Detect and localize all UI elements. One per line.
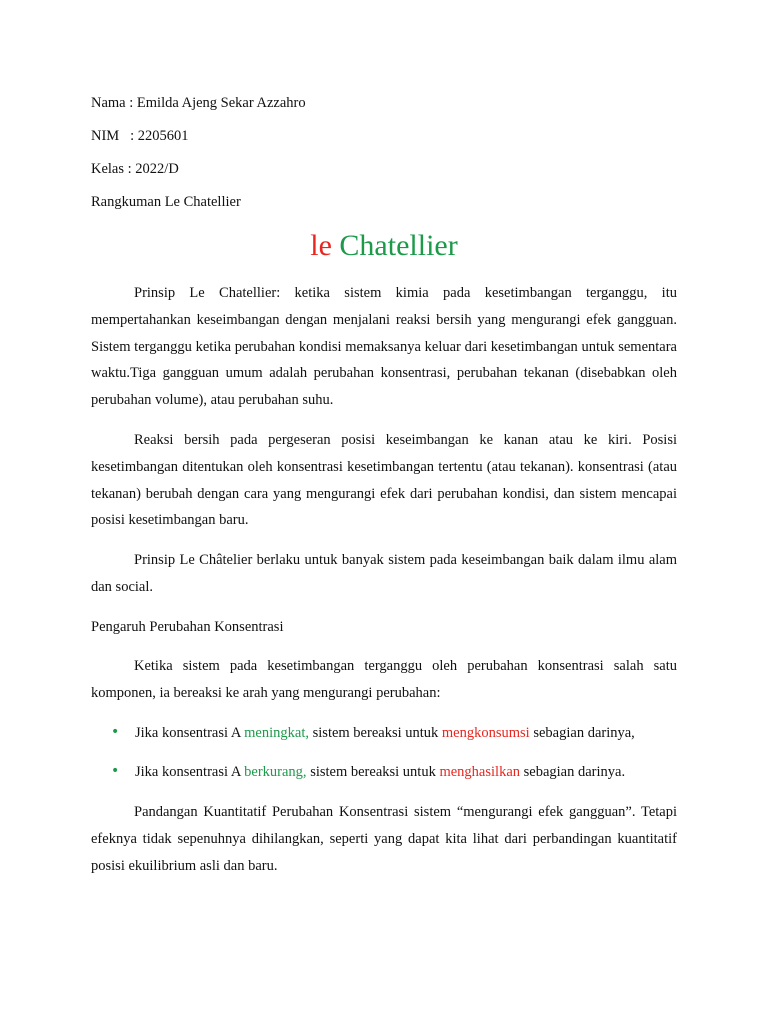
paragraph-net-reaction: Reaksi bersih pada pergeseran posisi keseimbangan ke kanan atau ke kiri. Posisi kesetimbangan ditentukan oleh konsentrasi kesetimbangan tertentu (atau tekanan). konsentrasi (atau tekanan) berubah dengan cara yang mengurangi efek dari perubahan kondisi, dan sistem mencapai posisi kesetimbangan baru.: [91, 432, 677, 529]
highlight-consume: mengkonsumsi: [441, 725, 530, 741]
paragraph-quantitative-view: Pandangan Kuantitatif Perubahan Konsentrasi sistem “mengurangi efek gangguan”. Tetapi efeknya tidak sepenuhnya dihilangkan, seperti yang dapat kita lihat dari perbandingan kuantitatif posisi ekuilibrium asli dan baru.: [91, 804, 677, 874]
student-name: Nama : Emilda Ajeng Sekar Azzahro: [91, 95, 306, 111]
paragraph-applicability: Prinsip Le Châtelier berlaku untuk banyak sistem pada keseimbangan baik dalam ilmu alam dan social.: [91, 552, 677, 595]
section-heading-concentration: Pengaruh Perubahan Konsentrasi: [91, 619, 284, 635]
highlight-decrease: berkurang,: [244, 764, 307, 780]
highlight-produce: menghasilkan: [439, 764, 521, 780]
document-page: [91, 0, 677, 1024]
document-subject: Rangkuman Le Chatellier: [91, 194, 241, 210]
title-part-le: le: [310, 229, 332, 262]
list-item-text: Jika konsentrasi A berkurang, sistem bereaksi untuk menghasilkan sebagian darinya.: [135, 764, 626, 780]
student-nim: NIM : 2205601: [91, 128, 189, 144]
title-part-chatellier: Chatellier: [339, 229, 458, 262]
highlight-increase: meningkat,: [244, 725, 309, 741]
student-class: Kelas : 2022/D: [91, 161, 179, 177]
paragraph-principle: Prinsip Le Chatellier: ketika sistem kimia pada kesetimbangan terganggu, itu mempertahankan keseimbangan dengan menjalani reaksi bersih yang mengurangi efek gangguan. Sistem terganggu ketika perubahan kondisi memaksanya keluar dari kesetimbangan untuk sementara waktu.Tiga gangguan umum adalah perubahan konsentrasi, perubahan tekanan (disebabkan oleh perubahan volume), atau perubahan suhu.: [91, 285, 677, 409]
bullet-icon: •: [111, 763, 120, 779]
bullet-icon: •: [111, 724, 120, 740]
list-item-text: Jika konsentrasi A meningkat, sistem bereaksi untuk mengkonsumsi sebagian darinya,: [135, 725, 635, 741]
paragraph-concentration-intro: Ketika sistem pada kesetimbangan terganggu oleh perubahan konsentrasi salah satu komponen, ia bereaksi ke arah yang mengurangi perubahan:: [91, 658, 677, 701]
page-title: [91, 226, 677, 266]
